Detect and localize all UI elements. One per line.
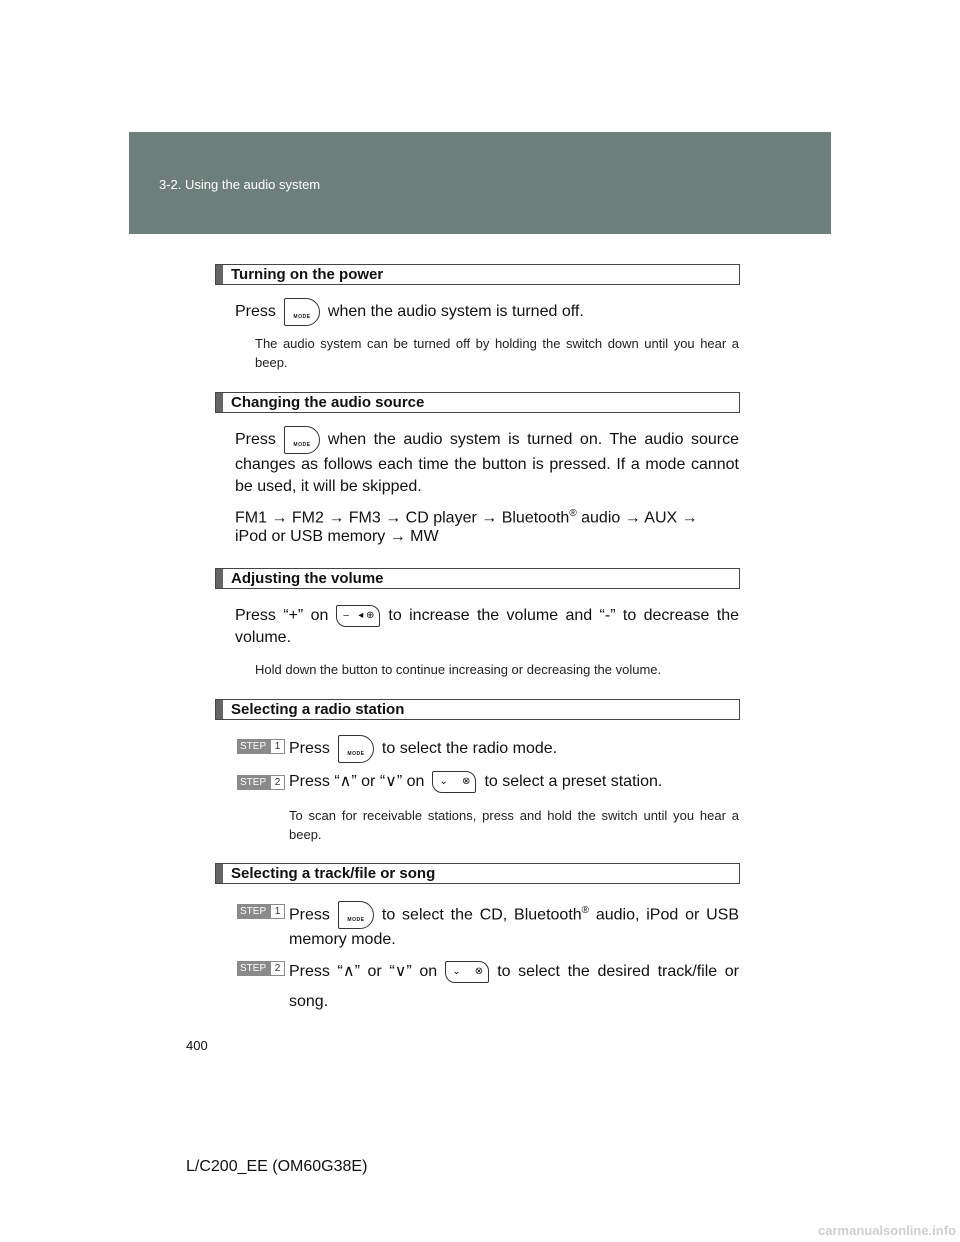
power-note: The audio system can be turned off by holding the switch down until you hear a beep. bbox=[255, 336, 739, 370]
section-heading-radio: Selecting a radio station bbox=[215, 699, 740, 720]
volume-switch-icon: – ◂ ⊕ bbox=[336, 605, 380, 627]
track-step1-text: Press MODE to select the CD, Bluetooth® audio, iPod or USB memory mode. bbox=[289, 900, 739, 951]
step-badge-1: STEP 1 bbox=[237, 739, 285, 754]
audio-source-instruction: Press MODE when the audio system is turned on. The audio source changes as follows each time the button is pressed. If a mode cannot be used, it will be skipped. bbox=[235, 426, 739, 498]
seek-switch-icon: ⌄ ⊗ bbox=[445, 961, 489, 983]
page-number: 400 bbox=[186, 1038, 208, 1053]
document-code: L/C200_EE (OM60G38E) bbox=[186, 1158, 368, 1175]
step-badge-1: STEP 1 bbox=[237, 904, 285, 919]
step-badge-2: STEP 2 bbox=[237, 961, 285, 976]
radio-step1-text: Press MODE to select the radio mode. bbox=[289, 735, 739, 763]
section-heading-audio-source: Changing the audio source bbox=[215, 392, 740, 413]
audio-source-sequence-line2: iPod or USB memory → MW bbox=[235, 528, 439, 545]
section-heading-volume: Adjusting the volume bbox=[215, 568, 740, 589]
seek-switch-icon: ⌄ ⊗ bbox=[432, 771, 476, 793]
audio-source-sequence-line1: FM1 → FM2 → FM3 → CD player → Bluetooth® audio → AUX → bbox=[235, 508, 698, 527]
section-heading-track: Selecting a track/file or song bbox=[215, 863, 740, 884]
radio-note: To scan for receivable stations, press and hold the switch until you hear a beep. bbox=[289, 808, 739, 842]
mode-button-icon: MODE bbox=[284, 426, 320, 454]
mode-button-icon: MODE bbox=[338, 901, 374, 929]
volume-note: Hold down the button to continue increasing or decreasing the volume. bbox=[255, 662, 662, 677]
mode-button-icon: MODE bbox=[338, 735, 374, 763]
track-step2-text: Press “∧” or “∨” on ⌄ ⊗ to select the desired track/file or song. bbox=[289, 957, 739, 1017]
step-badge-2: STEP 2 bbox=[237, 775, 285, 790]
section-heading-power: Turning on the power bbox=[215, 264, 740, 285]
breadcrumb: 3-2. Using the audio system bbox=[159, 177, 321, 192]
watermark: carmanualsonline.info bbox=[818, 1223, 956, 1238]
mode-button-icon: MODE bbox=[284, 298, 320, 326]
radio-step2-text: Press “∧” or “∨” on ⌄ ⊗ to select a preset station. bbox=[289, 771, 739, 793]
volume-instruction: Press “+” on – ◂ ⊕ to increase the volume and “-” to decrease the volume. bbox=[235, 605, 739, 649]
power-instruction: Press MODE when the audio system is turned off. bbox=[235, 298, 745, 326]
page-header bbox=[129, 132, 831, 234]
